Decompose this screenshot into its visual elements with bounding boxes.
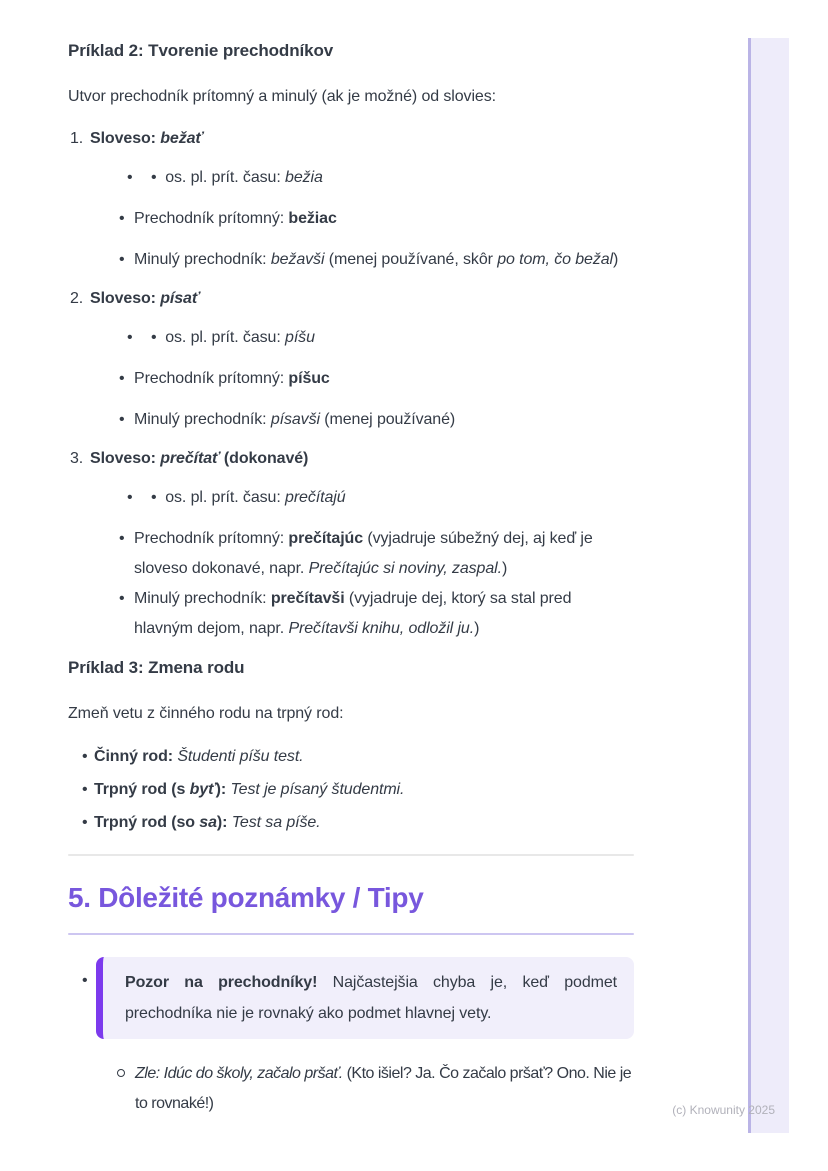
verb-title: Sloveso: prečítať (dokonavé) xyxy=(90,450,309,467)
verb-detail-item: • • os. pl. prít. času: bežia xyxy=(90,163,634,193)
example-3-intro: Zmeň vetu z činného rodu na trpný rod: xyxy=(68,705,344,722)
verb-item-3 xyxy=(68,446,634,644)
list-number: 2. xyxy=(70,290,84,307)
verb-details-list xyxy=(90,163,634,275)
page-edge-indicator xyxy=(748,38,789,1133)
heading-underline xyxy=(68,933,634,935)
verb-detail-item: • Prechodník prítomný: bežiac xyxy=(90,204,634,234)
verb-details-list xyxy=(90,483,634,644)
verb-title: Sloveso: písať xyxy=(90,290,200,307)
voice-item: • Činný rod: Študenti píšu test. xyxy=(68,742,634,772)
verb-detail-item: • Minulý prechodník: písavši (menej používané) xyxy=(90,405,634,435)
list-number: 1. xyxy=(70,130,84,147)
copyright-watermark: (c) Knowunity 2025 xyxy=(672,1103,775,1117)
verb-details-list xyxy=(90,323,634,435)
list-number: 3. xyxy=(70,450,84,467)
notes-tips-heading: 5. Dôležité poznámky / Tipy xyxy=(68,882,424,913)
voice-item: • Trpný rod (s byť): Test je písaný študentmi. xyxy=(68,775,634,805)
verb-item-2 xyxy=(68,286,634,435)
verb-title: Sloveso: bežať xyxy=(90,130,203,147)
wrong-example-item: Zle: Idúc do školy, začalo pršať. (Kto išiel? Ja. Čo začalo pršať? Ono. Nie je to rovnaké!) xyxy=(117,1059,634,1119)
verb-detail-item: • Minulý prechodník: prečítavši (vyjadruje dej, ktorý sa stal pred hlavným dejom, napr. Prečítavši knihu, odložil ju.) xyxy=(90,584,634,644)
warning-callout: Pozor na prechodníky! Najčastejšia chyba je, keď podmet prechodníka nie je rovnaký ako podmet hlavnej vety. xyxy=(96,957,634,1039)
example-3-heading: Príklad 3: Zmena rodu xyxy=(68,658,245,677)
tip-callout-item xyxy=(68,957,634,1039)
bullet-icon: • xyxy=(82,972,88,989)
example-2-intro: Utvor prechodník prítomný a minulý (ak je možné) od slovies: xyxy=(68,88,496,105)
section-divider xyxy=(68,854,634,856)
verb-detail-item: • Prechodník prítomný: prečítajúc (vyjadruje súbežný dej, aj keď je sloveso dokonavé, napr. Prečítajúc si noviny, zaspal.) xyxy=(90,524,634,584)
verb-detail-item: • • os. pl. prít. času: píšu xyxy=(90,323,634,353)
voice-list xyxy=(68,742,634,838)
verb-list xyxy=(68,126,634,644)
document-content xyxy=(68,0,634,1119)
verb-detail-item: • Prechodník prítomný: píšuc xyxy=(90,364,634,394)
verb-detail-item: • • os. pl. prít. času: prečítajú xyxy=(90,483,634,513)
example-2-heading: Príklad 2: Tvorenie prechodníkov xyxy=(68,41,334,60)
verb-detail-item: • Minulý prechodník: bežavši (menej používané, skôr po tom, čo bežal) xyxy=(90,245,634,275)
voice-item: • Trpný rod (so sa): Test sa píše. xyxy=(68,808,634,838)
verb-item-1 xyxy=(68,126,634,275)
